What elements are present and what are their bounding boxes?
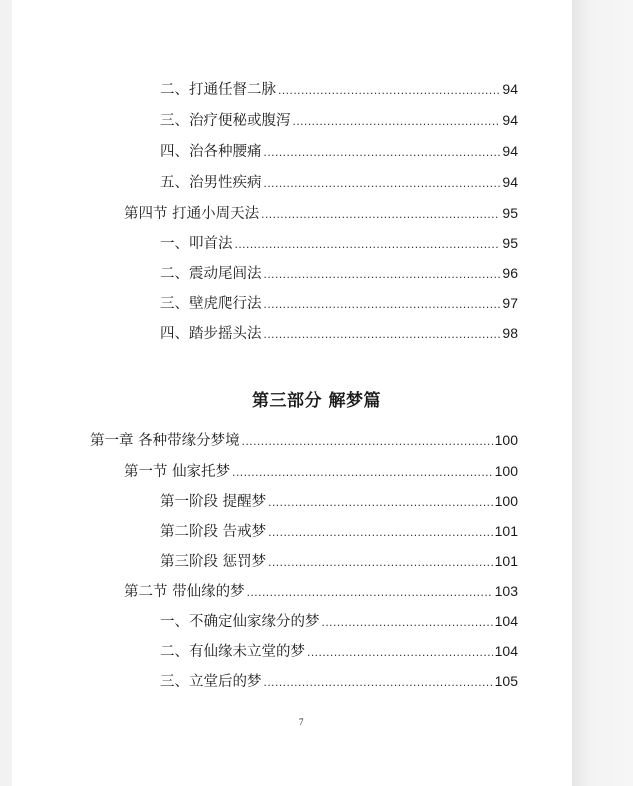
toc-entry[interactable] <box>160 293 518 313</box>
toc-leader-dots <box>293 111 501 131</box>
toc-entry[interactable] <box>160 641 518 661</box>
toc-entry[interactable] <box>124 203 518 223</box>
toc-entry[interactable] <box>160 611 518 631</box>
toc-leader-dots <box>264 264 501 284</box>
toc-entry[interactable] <box>124 461 518 481</box>
toc-entry[interactable] <box>124 581 518 601</box>
toc-entry-page: 101 <box>494 553 518 569</box>
toc-leader-dots <box>268 492 493 512</box>
toc-entry-label: 第一章 各种带缘分梦境 <box>90 433 240 449</box>
toc-entry-label: 二、震动尾闾法 <box>160 266 262 282</box>
toc-entry-page: 96 <box>502 265 518 281</box>
toc-entry[interactable] <box>160 551 518 571</box>
toc-entry-page: 95 <box>502 235 518 251</box>
toc-entry-page: 103 <box>494 583 518 599</box>
toc-entry-label: 五、治男性疾病 <box>160 175 262 191</box>
toc-leader-dots <box>264 173 501 193</box>
toc-entry-page: 94 <box>502 143 518 159</box>
toc-entry-page: 100 <box>494 493 518 509</box>
toc-entry-page: 95 <box>502 205 518 221</box>
toc-entry[interactable] <box>160 521 518 541</box>
toc-entry-page: 101 <box>494 523 518 539</box>
toc-entry[interactable] <box>160 233 518 253</box>
toc-entry-label: 二、有仙缘未立堂的梦 <box>160 644 305 660</box>
toc-entry-label: 第三阶段 惩罚梦 <box>160 554 267 570</box>
toc-entry[interactable] <box>160 671 518 691</box>
toc-entry-label: 第一阶段 提醒梦 <box>160 494 267 510</box>
toc-entry-label: 第四节 打通小周天法 <box>124 206 260 222</box>
toc-leader-dots <box>264 142 501 162</box>
toc-entry-label: 四、治各种腰痛 <box>160 144 262 160</box>
toc-entry-page: 94 <box>502 174 518 190</box>
toc-leader-dots <box>268 522 493 542</box>
toc-entry[interactable] <box>90 430 518 450</box>
toc-entry-label: 三、立堂后的梦 <box>160 674 262 690</box>
toc-entry-label: 三、壁虎爬行法 <box>160 296 262 312</box>
toc-entry-label: 第一节 仙家托梦 <box>124 464 231 480</box>
toc-leader-dots <box>235 234 501 254</box>
toc-leader-dots <box>247 582 493 602</box>
toc-leader-dots <box>232 462 493 482</box>
toc-entry[interactable] <box>160 263 518 283</box>
toc-entry[interactable] <box>160 323 518 343</box>
toc-entry-page: 105 <box>494 673 518 689</box>
toc-entry[interactable] <box>160 491 518 511</box>
toc-leader-dots <box>322 612 493 632</box>
toc-entry-label: 一、不确定仙家缘分的梦 <box>160 614 320 630</box>
toc-entry-page: 94 <box>502 112 518 128</box>
toc-leader-dots <box>261 204 500 224</box>
toc-leader-dots <box>264 294 501 314</box>
toc-entry-label: 第二节 带仙缘的梦 <box>124 584 245 600</box>
toc-entry-label: 四、踏步摇头法 <box>160 326 262 342</box>
toc-entry[interactable] <box>160 79 518 99</box>
toc-leader-dots <box>307 642 493 662</box>
toc-entry-page: 94 <box>502 81 518 97</box>
page-number: 7 <box>299 717 304 727</box>
toc-leader-dots <box>242 431 493 451</box>
toc-entry-label: 二、打通任督二脉 <box>160 82 276 98</box>
toc-entry-label: 第二阶段 告戒梦 <box>160 524 267 540</box>
toc-entry[interactable] <box>160 172 518 192</box>
toc-leader-dots <box>268 552 493 572</box>
toc-entry[interactable] <box>160 110 518 130</box>
toc-entry-page: 100 <box>494 432 518 448</box>
toc-leader-dots <box>264 672 493 692</box>
toc-leader-dots <box>264 324 501 344</box>
toc-entry-page: 97 <box>502 295 518 311</box>
toc-entry-page: 104 <box>494 613 518 629</box>
toc-entry[interactable] <box>160 141 518 161</box>
toc-leader-dots <box>278 80 500 100</box>
toc-entry-label: 三、治疗便秘或腹泻 <box>160 113 291 129</box>
toc-entry-label: 一、叩首法 <box>160 236 233 252</box>
toc-entry-page: 98 <box>502 325 518 341</box>
part-title: 第三部分 解梦篇 <box>252 391 381 411</box>
toc-entry-page: 100 <box>494 463 518 479</box>
toc-entry-page: 104 <box>494 643 518 659</box>
